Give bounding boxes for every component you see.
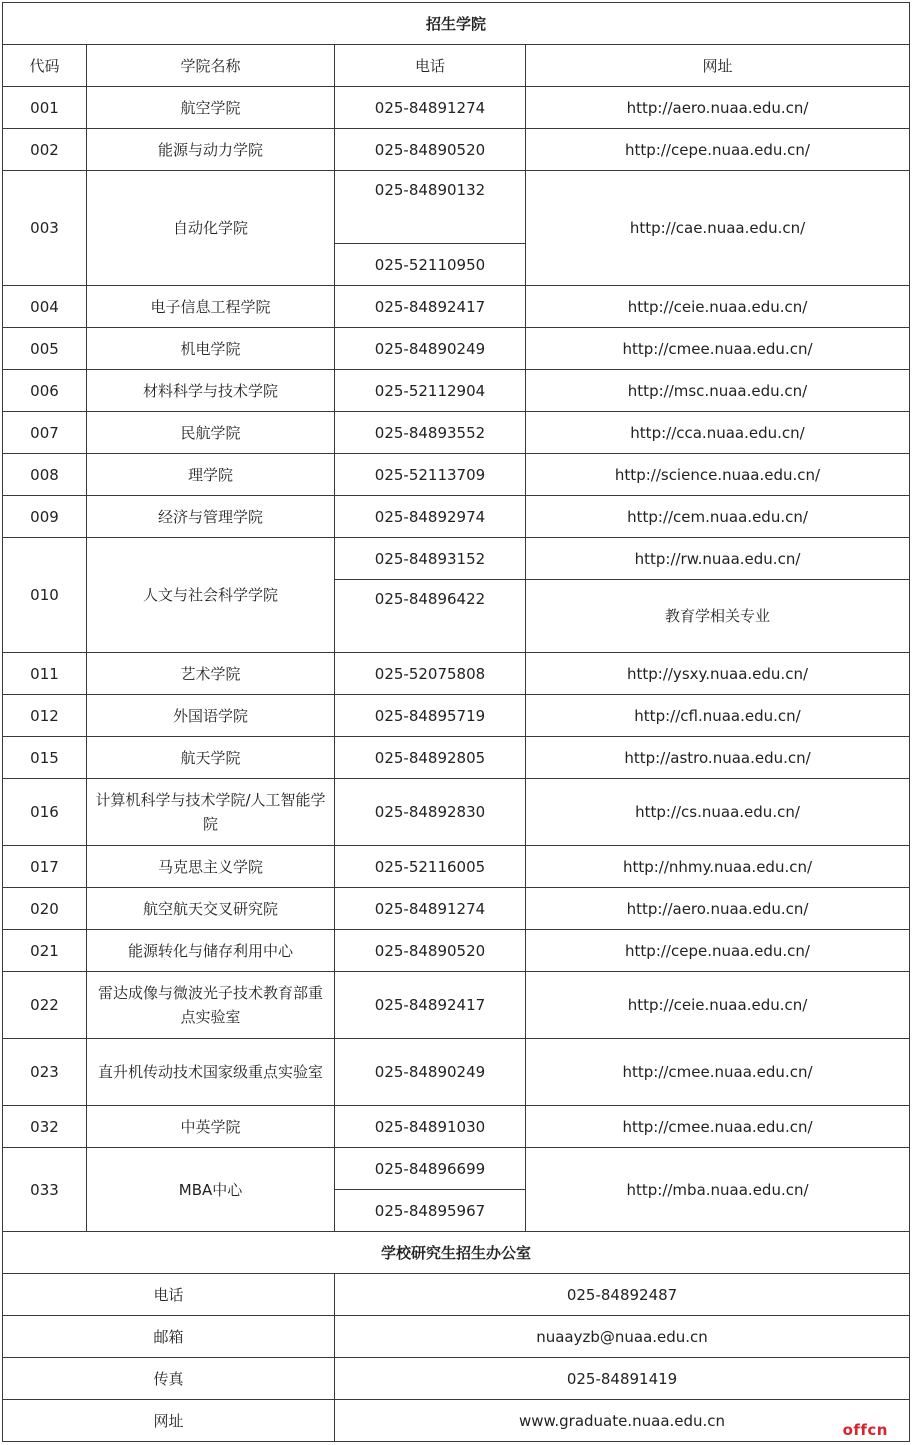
office-label: 传真 <box>3 1358 335 1400</box>
code-cell: 006 <box>3 370 87 412</box>
office-value: nuaayzb@nuaa.edu.cn <box>335 1316 910 1358</box>
phone-cell: 025-84890249 <box>335 1039 526 1106</box>
name-cell: 航天学院 <box>87 737 335 779</box>
office-label: 电话 <box>3 1274 335 1316</box>
name-cell: 直升机传动技术国家级重点实验室 <box>87 1039 335 1106</box>
header-url: 网址 <box>526 45 910 87</box>
url-cell: http://mba.nuaa.edu.cn/ <box>526 1148 910 1232</box>
phone-cell: 025-84892830 <box>335 779 526 846</box>
table-row <box>3 454 910 496</box>
table-row <box>3 412 910 454</box>
table-row <box>3 888 910 930</box>
office-label: 邮箱 <box>3 1316 335 1358</box>
table-row <box>3 87 910 129</box>
phone-cell: 025-84890520 <box>335 930 526 972</box>
table-row <box>3 1039 910 1106</box>
table-row <box>3 1148 910 1190</box>
header-name: 学院名称 <box>87 45 335 87</box>
phone-cell: 025-84893552 <box>335 412 526 454</box>
watermark-logo: offcn <box>842 1421 888 1439</box>
table-title-row <box>3 3 910 45</box>
url-cell: http://msc.nuaa.edu.cn/ <box>526 370 910 412</box>
name-cell: 航空航天交叉研究院 <box>87 888 335 930</box>
table-row <box>3 286 910 328</box>
url-cell: http://cfl.nuaa.edu.cn/ <box>526 695 910 737</box>
url-cell: http://ceie.nuaa.edu.cn/ <box>526 972 910 1039</box>
phone-cell: 025-84891274 <box>335 87 526 129</box>
table-row <box>3 930 910 972</box>
code-cell: 012 <box>3 695 87 737</box>
url-cell: http://cmee.nuaa.edu.cn/ <box>526 328 910 370</box>
name-cell: 计算机科学与技术学院/人工智能学院 <box>87 779 335 846</box>
office-row <box>3 1400 910 1442</box>
name-cell: 马克思主义学院 <box>87 846 335 888</box>
url-cell: http://cmee.nuaa.edu.cn/ <box>526 1039 910 1106</box>
code-cell: 017 <box>3 846 87 888</box>
table-row <box>3 129 910 171</box>
code-cell: 008 <box>3 454 87 496</box>
url-cell: http://cepe.nuaa.edu.cn/ <box>526 129 910 171</box>
name-cell: 人文与社会科学学院 <box>87 538 335 653</box>
name-cell: 能源转化与储存利用中心 <box>87 930 335 972</box>
table-title: 招生学院 <box>3 3 910 45</box>
admissions-table <box>2 2 910 1442</box>
table-row <box>3 538 910 580</box>
url-cell: http://aero.nuaa.edu.cn/ <box>526 87 910 129</box>
name-cell: 外国语学院 <box>87 695 335 737</box>
name-cell: 机电学院 <box>87 328 335 370</box>
url-cell: http://cs.nuaa.edu.cn/ <box>526 779 910 846</box>
table-row <box>3 653 910 695</box>
url-cell: http://cepe.nuaa.edu.cn/ <box>526 930 910 972</box>
url-cell: http://ceie.nuaa.edu.cn/ <box>526 286 910 328</box>
name-cell: 材料科学与技术学院 <box>87 370 335 412</box>
name-cell: 航空学院 <box>87 87 335 129</box>
name-cell: 艺术学院 <box>87 653 335 695</box>
code-cell: 003 <box>3 171 87 286</box>
url-cell: http://cmee.nuaa.edu.cn/ <box>526 1106 910 1148</box>
header-row <box>3 45 910 87</box>
office-value: www.graduate.nuaa.edu.cn <box>335 1400 910 1442</box>
code-cell: 015 <box>3 737 87 779</box>
phone-cell: 025-84895719 <box>335 695 526 737</box>
phone-cell: 025-84892417 <box>335 972 526 1039</box>
url-cell: http://cca.nuaa.edu.cn/ <box>526 412 910 454</box>
office-value: 025-84892487 <box>335 1274 910 1316</box>
code-cell: 032 <box>3 1106 87 1148</box>
table-row <box>3 171 910 244</box>
url-cell: http://cem.nuaa.edu.cn/ <box>526 496 910 538</box>
code-cell: 007 <box>3 412 87 454</box>
code-cell: 023 <box>3 1039 87 1106</box>
name-cell: 雷达成像与微波光子技术教育部重点实验室 <box>87 972 335 1039</box>
office-title-row <box>3 1232 910 1274</box>
phone-cell: 025-84892805 <box>335 737 526 779</box>
name-cell: 民航学院 <box>87 412 335 454</box>
code-cell: 009 <box>3 496 87 538</box>
code-cell: 011 <box>3 653 87 695</box>
url-cell: http://rw.nuaa.edu.cn/ <box>526 538 910 580</box>
name-cell: 中英学院 <box>87 1106 335 1148</box>
name-cell: 理学院 <box>87 454 335 496</box>
phone-cell: 025-52110950 <box>335 244 526 286</box>
table-row <box>3 779 910 846</box>
phone-cell: 025-84895967 <box>335 1190 526 1232</box>
office-label: 网址 <box>3 1400 335 1442</box>
url-cell: http://aero.nuaa.edu.cn/ <box>526 888 910 930</box>
office-title: 学校研究生招生办公室 <box>3 1232 910 1274</box>
code-cell: 020 <box>3 888 87 930</box>
office-row <box>3 1274 910 1316</box>
code-cell: 005 <box>3 328 87 370</box>
name-cell: 能源与动力学院 <box>87 129 335 171</box>
code-cell: 016 <box>3 779 87 846</box>
phone-cell: 025-52112904 <box>335 370 526 412</box>
header-code: 代码 <box>3 45 87 87</box>
phone-cell: 025-84892417 <box>335 286 526 328</box>
header-phone: 电话 <box>335 45 526 87</box>
code-cell: 004 <box>3 286 87 328</box>
code-cell: 021 <box>3 930 87 972</box>
phone-cell: 025-84890249 <box>335 328 526 370</box>
name-cell: 自动化学院 <box>87 171 335 286</box>
phone-cell: 025-84890520 <box>335 129 526 171</box>
phone-cell: 025-84891030 <box>335 1106 526 1148</box>
url-cell: 教育学相关专业 <box>526 580 910 653</box>
table-row <box>3 1106 910 1148</box>
url-cell: http://science.nuaa.edu.cn/ <box>526 454 910 496</box>
code-cell: 022 <box>3 972 87 1039</box>
name-cell: MBA中心 <box>87 1148 335 1232</box>
office-row <box>3 1358 910 1400</box>
table-row <box>3 972 910 1039</box>
phone-cell: 025-84891274 <box>335 888 526 930</box>
phone-cell: 025-52116005 <box>335 846 526 888</box>
phone-cell: 025-84892974 <box>335 496 526 538</box>
phone-cell: 025-52113709 <box>335 454 526 496</box>
url-cell: http://ysxy.nuaa.edu.cn/ <box>526 653 910 695</box>
table-row <box>3 370 910 412</box>
code-cell: 033 <box>3 1148 87 1232</box>
code-cell: 002 <box>3 129 87 171</box>
table-row <box>3 695 910 737</box>
office-value: 025-84891419 <box>335 1358 910 1400</box>
url-cell: http://astro.nuaa.edu.cn/ <box>526 737 910 779</box>
url-cell: http://nhmy.nuaa.edu.cn/ <box>526 846 910 888</box>
phone-cell: 025-84890132 <box>335 171 526 244</box>
phone-cell: 025-84893152 <box>335 538 526 580</box>
office-row <box>3 1316 910 1358</box>
name-cell: 电子信息工程学院 <box>87 286 335 328</box>
code-cell: 001 <box>3 87 87 129</box>
phone-cell: 025-84896699 <box>335 1148 526 1190</box>
table-row <box>3 328 910 370</box>
table-row <box>3 737 910 779</box>
code-cell: 010 <box>3 538 87 653</box>
url-cell: http://cae.nuaa.edu.cn/ <box>526 171 910 286</box>
phone-cell: 025-84896422 <box>335 580 526 653</box>
phone-cell: 025-52075808 <box>335 653 526 695</box>
name-cell: 经济与管理学院 <box>87 496 335 538</box>
table-row <box>3 846 910 888</box>
table-row <box>3 496 910 538</box>
